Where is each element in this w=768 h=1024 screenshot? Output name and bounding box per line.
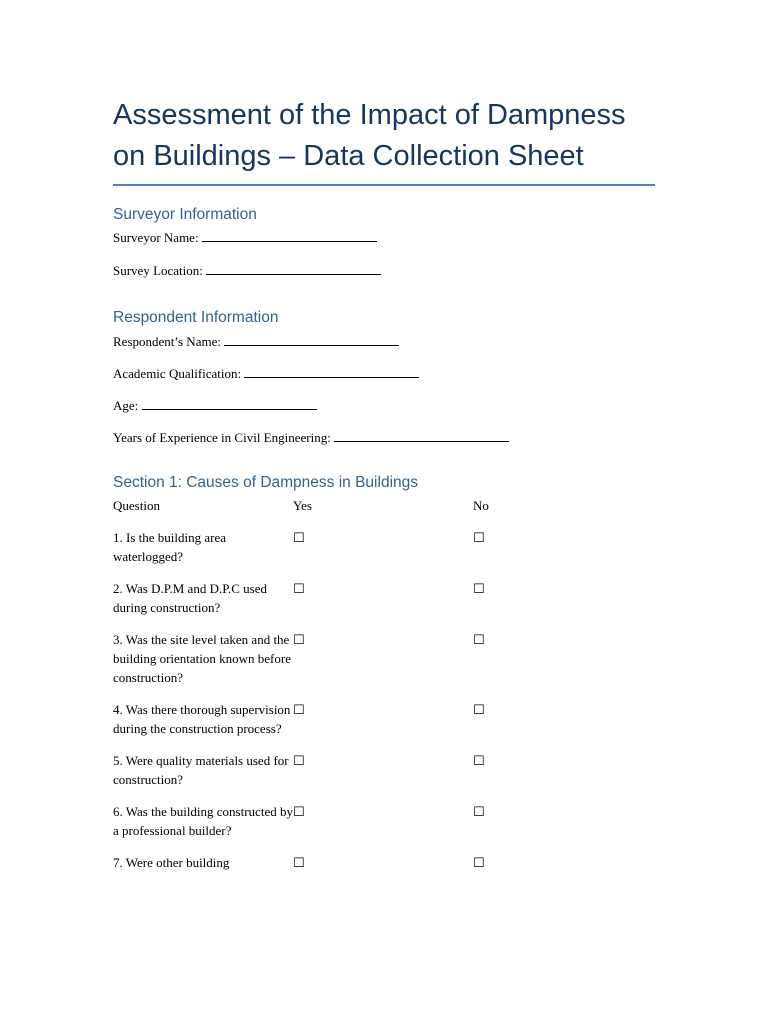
surveyor-name-label: Surveyor Name: xyxy=(113,230,199,245)
document-page xyxy=(113,95,655,873)
question-text: 6. Was the building constructed by a professional builder? xyxy=(113,804,293,838)
question-text: 1. Is the building area waterlogged? xyxy=(113,530,226,564)
no-checkbox[interactable]: ☐ xyxy=(473,856,485,871)
respondent-name-label: Respondent’s Name: xyxy=(113,334,221,349)
no-checkbox[interactable]: ☐ xyxy=(473,805,485,820)
question-text: 5. Were quality materials used for construction? xyxy=(113,753,289,787)
respondent-name-blank[interactable] xyxy=(224,335,399,346)
column-header-yes: Yes xyxy=(293,498,312,513)
survey-location-label: Survey Location: xyxy=(113,263,203,278)
respondent-heading: Respondent Information xyxy=(113,309,279,326)
academic-qualification-label: Academic Qualification: xyxy=(113,366,242,381)
section1-heading: Section 1: Causes of Dampness in Buildings xyxy=(113,474,418,491)
column-header-no: No xyxy=(473,498,489,513)
question-text: 3. Was the site level taken and the building orientation known before construction? xyxy=(113,632,291,685)
yes-checkbox[interactable]: ☐ xyxy=(293,754,305,769)
experience-label: Years of Experience in Civil Engineering: xyxy=(113,430,331,445)
academic-qualification-blank[interactable] xyxy=(244,367,419,378)
question-row xyxy=(113,802,655,840)
yes-checkbox[interactable]: ☐ xyxy=(293,856,305,871)
age-blank[interactable] xyxy=(142,399,317,410)
question-text: 7. Were other building xyxy=(113,855,230,870)
yes-checkbox[interactable]: ☐ xyxy=(293,805,305,820)
yes-checkbox[interactable]: ☐ xyxy=(293,633,305,648)
question-row xyxy=(113,579,655,617)
surveyor-heading: Surveyor Information xyxy=(113,206,257,223)
question-row xyxy=(113,630,655,687)
yes-checkbox[interactable]: ☐ xyxy=(293,582,305,597)
survey-location-field[interactable] xyxy=(113,263,655,279)
question-row xyxy=(113,853,655,873)
no-checkbox[interactable]: ☐ xyxy=(473,582,485,597)
surveyor-name-blank[interactable] xyxy=(202,231,377,242)
page-title: Assessment of the Impact of Dampness on Buildings – Data Collection Sheet xyxy=(113,99,626,172)
experience-field[interactable] xyxy=(113,430,655,446)
column-header-question: Question xyxy=(113,498,160,513)
experience-blank[interactable] xyxy=(334,431,509,442)
no-checkbox[interactable]: ☐ xyxy=(473,531,485,546)
yes-checkbox[interactable]: ☐ xyxy=(293,703,305,718)
academic-qualification-field[interactable] xyxy=(113,366,655,382)
question-row xyxy=(113,751,655,789)
question-text: 4. Was there thorough supervision during the construction process? xyxy=(113,702,291,736)
no-checkbox[interactable]: ☐ xyxy=(473,703,485,718)
question-text: 2. Was D.P.M and D.P.C used during construction? xyxy=(113,581,268,615)
question-table-header xyxy=(113,496,655,515)
age-label: Age: xyxy=(113,398,139,413)
no-checkbox[interactable]: ☐ xyxy=(473,633,485,648)
survey-location-blank[interactable] xyxy=(206,264,381,275)
respondent-name-field[interactable] xyxy=(113,334,655,350)
yes-checkbox[interactable]: ☐ xyxy=(293,531,305,546)
title-underline xyxy=(113,184,655,186)
age-field[interactable] xyxy=(113,398,655,414)
no-checkbox[interactable]: ☐ xyxy=(473,754,485,769)
surveyor-name-field[interactable] xyxy=(113,230,655,246)
question-row xyxy=(113,528,655,566)
question-row xyxy=(113,700,655,738)
